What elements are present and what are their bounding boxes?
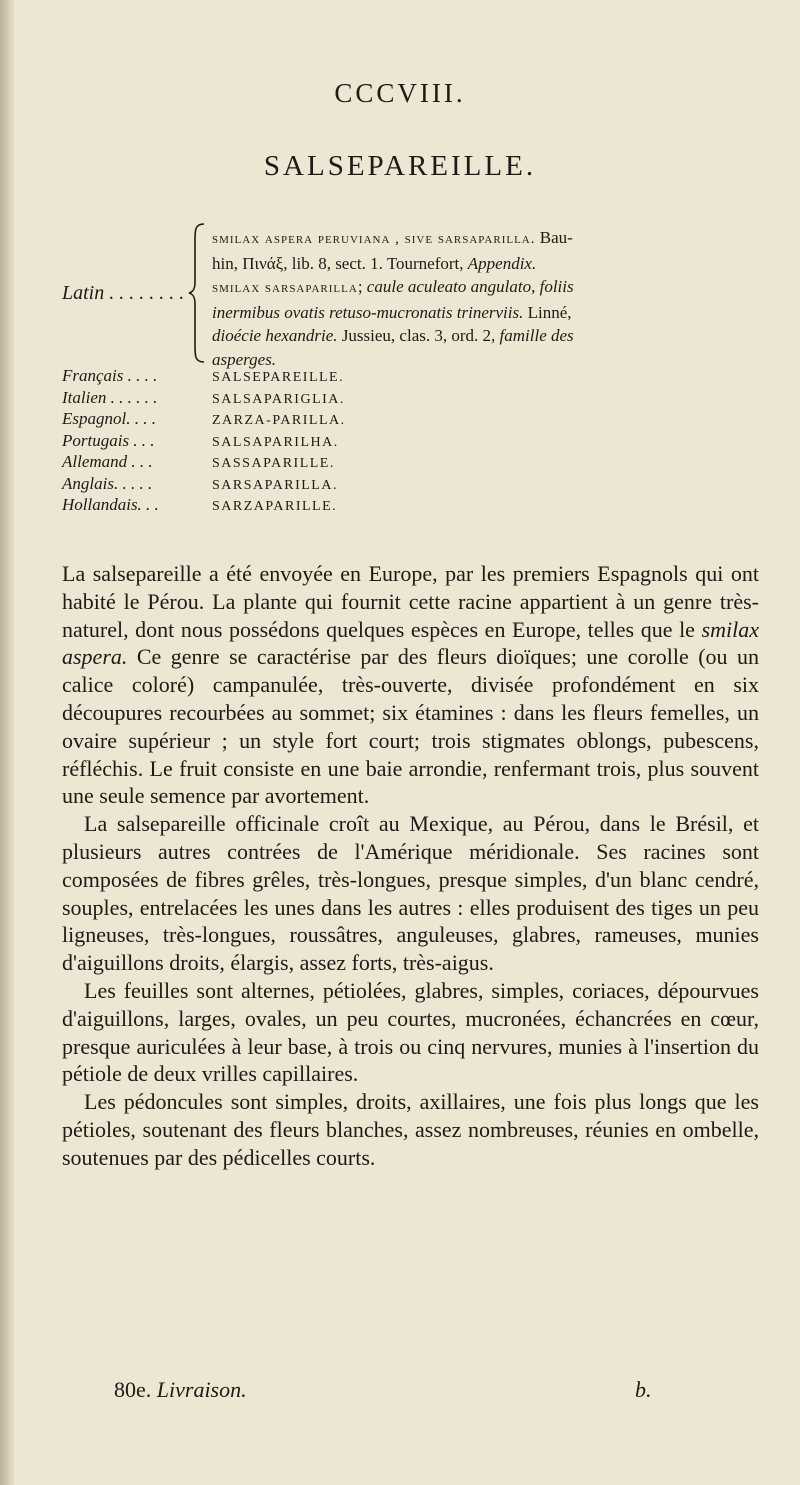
plate-number: CCCVIII. bbox=[334, 78, 466, 108]
list-item: Italien . . . . . . SALSAPARIGLIA. bbox=[62, 387, 345, 407]
page-edge bbox=[0, 0, 14, 1485]
livraison-number: 80e. bbox=[114, 1377, 152, 1402]
description-text bbox=[62, 560, 759, 1172]
paragraph-4: Les pédoncules sont simples, droits, axillaires, une fois plus longs que les pétioles, soutenant des fleurs blanches, assez nombreuses, réunies en ombelle, soutenues par des pédicelles courts. bbox=[62, 1089, 759, 1170]
brace-icon bbox=[188, 222, 206, 364]
latin-line-1: smilax aspera peruviana , sive sarsaparilla. Bau- bbox=[212, 228, 573, 247]
signature-mark: b. bbox=[635, 1377, 652, 1402]
page-title: SALSEPAREILLE. bbox=[263, 150, 537, 182]
list-item: Allemand . . . SASSAPARILLE. bbox=[62, 452, 335, 471]
list-item: Hollandais. . . SARZAPARILLE. bbox=[62, 495, 338, 514]
livraison-footer bbox=[114, 1377, 247, 1403]
list-item: Espagnol. . . . ZARZA-PARILLA. bbox=[62, 409, 346, 428]
paragraph-3: Les feuilles sont alternes, pétiolées, glabres, simples, coriaces, dépourvues d'aiguillons, larges, ovales, un peu courtes, mucronées, échancrées en cœur, presque auriculées à leur base, à trois ou cinq nervures, munies à l'insertion du pétiole de deux vrilles capillaires. bbox=[62, 977, 759, 1087]
latin-label: Latin . . . . . . . . bbox=[62, 282, 185, 304]
latin-line-5: dioécie hexandrie. Jussieu, clas. 3, ord. 2, famille des bbox=[212, 326, 574, 345]
vernacular-names-list bbox=[62, 366, 362, 517]
livraison-label: Livraison. bbox=[156, 1377, 247, 1402]
list-item: Portugais . . . SALSAPARILHA. bbox=[62, 430, 339, 450]
latin-line-2: hin, Πινάξ, lib. 8, sect. 1. Tournefort, Appendix. bbox=[212, 253, 537, 273]
paragraph-1: La salsepareille a été envoyée en Europe, par les premiers Espagnols qui ont habité le Pérou. La plante qui fournit cette racine appartient à un genre très-naturel, dont nous possédons quelques espèces en Europe, telles que le smilax aspera. Ce genre se caractérise par des fleurs dioïques; une corolle (ou un calice coloré) campanulée, très-ouverte, divisée profondément en six découpures recourbées au sommet; six étamines : dans les fleurs femelles, un ovaire supérieur ; un style fort court; trois stigmates oblongs, pubescens, réfléchis. Le fruit consiste en une baie arrondie, renfermant trois, plus souvent une seule semence par avortement. bbox=[62, 561, 759, 809]
latin-line-4: inermibus ovatis retuso-mucronatis trinerviis. Linné, bbox=[212, 302, 572, 322]
latin-line-3: smilax sarsaparilla; caule aculeato angulato, foliis bbox=[212, 277, 574, 296]
list-item: Anglais. . . . . SARSAPARILLA. bbox=[62, 473, 338, 493]
latin-line-6: asperges. bbox=[212, 349, 277, 369]
paragraph-2: La salsepareille officinale croît au Mexique, au Pérou, dans le Brésil, et plusieurs autres contrées de l'Amérique méridionale. Ses racines sont composées de fibres grêles, très-longues, presque simples, d'un blanc cendré, souples, entrelacées les unes dans les autres : elles produisent des tiges un peu ligneuses, très-longues, roussâtres, anguleuses, glabres, rameuses, munies d'aiguillons droits, élargis, assez forts, très-aigus. bbox=[62, 811, 759, 976]
latin-synonymy bbox=[212, 226, 772, 371]
list-item: Français . . . . SALSEPAREILLE. bbox=[62, 366, 345, 385]
